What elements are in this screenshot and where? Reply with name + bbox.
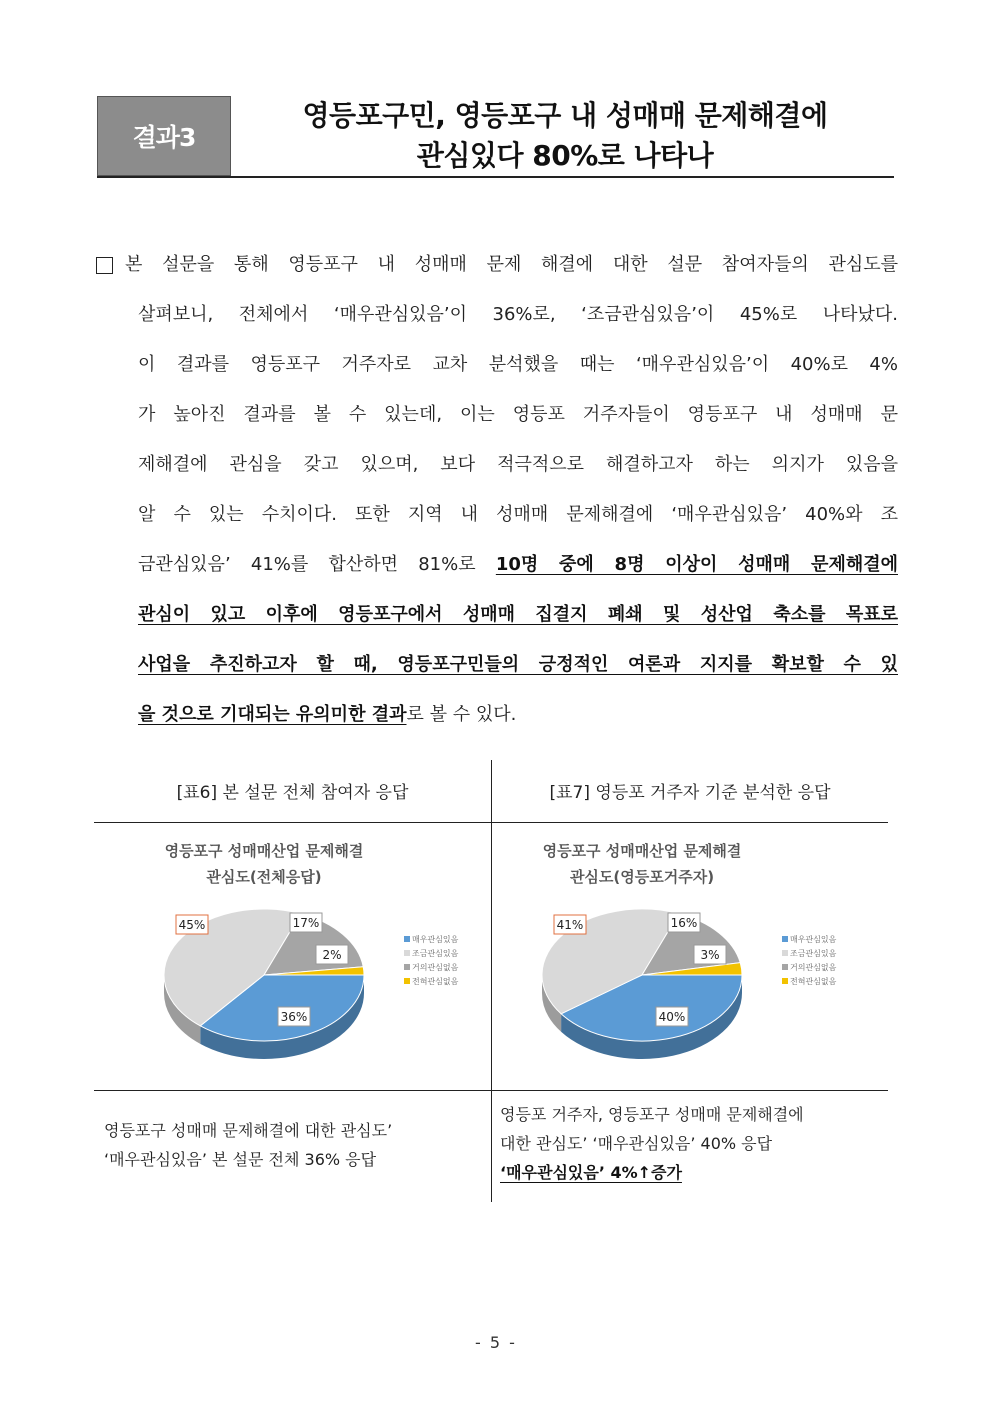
chart-title: 관심도(영등포거주자) xyxy=(569,868,715,886)
data-label xyxy=(316,945,348,964)
data-label xyxy=(668,913,700,932)
data-label-text: 40% xyxy=(658,1010,686,1024)
table-divider xyxy=(491,760,492,1202)
data-label-text: 3% xyxy=(700,948,720,962)
page-number: - 5 - xyxy=(475,1333,517,1352)
paragraph-line xyxy=(96,640,898,690)
pie-chart-residents xyxy=(532,830,872,1080)
legend-label: 매우관심있음 xyxy=(412,935,459,944)
emphasized-text: 사업을 추진하고자 할 때, 영등포구민들의 긍정적인 여론과 지지를 확보할 수 있 xyxy=(138,654,898,675)
paragraph-line: 제해결에 관심을 갖고 있으며, 보다 적극적으로 해결하고자 하는 의지가 있음을 xyxy=(138,454,898,475)
legend-label: 조금관심있음 xyxy=(412,949,459,958)
paragraph-text: 본 설문을 통해 영등포구 내 성매매 문제 해결에 대한 설문 참여자들의 관심도를 xyxy=(125,254,898,275)
table-caption-right: [표7] 영등포 거주자 기준 분석한 응답 xyxy=(549,783,831,803)
legend-label: 거의관심없음 xyxy=(790,963,837,972)
checkbox-bullet-icon xyxy=(96,257,113,274)
table-note-left xyxy=(104,1116,484,1174)
paragraph-line xyxy=(96,240,898,290)
title-line-1: 영등포구민, 영등포구 내 성매매 문제해결에 xyxy=(302,99,828,132)
legend-swatch xyxy=(404,964,410,970)
body-paragraph xyxy=(96,240,898,740)
result-badge: 결과3 xyxy=(97,96,231,176)
legend-swatch xyxy=(404,978,410,984)
data-label-text: 36% xyxy=(280,1010,308,1024)
legend-swatch xyxy=(782,964,788,970)
chart-title: 영등포구 성매매산업 문제해결 xyxy=(164,842,364,860)
data-label-text: 45% xyxy=(178,918,206,932)
table-rule xyxy=(94,822,888,823)
note-line: ‘매우관심있음’ 본 설문 전체 36% 응답 xyxy=(104,1150,377,1169)
legend-label: 거의관심없음 xyxy=(412,963,459,972)
emphasized-text: 관심이 있고 이후에 영등포구에서 성매매 집결지 폐쇄 및 성산업 축소를 목표로 xyxy=(138,604,898,625)
paragraph-text: 금관심있음’ 41%를 합산하면 81%로 xyxy=(138,554,496,575)
table-note-right xyxy=(500,1100,884,1187)
data-label-text: 17% xyxy=(292,916,320,930)
data-label-text: 41% xyxy=(556,918,584,932)
comparison-table xyxy=(94,760,888,1202)
paragraph-line xyxy=(96,690,898,740)
page-title xyxy=(245,96,885,176)
paragraph-line: 이 결과를 영등포구 거주자로 교차 분석했을 때는 ‘매우관심있음’이 40%로 4% xyxy=(138,354,898,375)
data-label-text: 2% xyxy=(322,948,342,962)
pie-chart-total xyxy=(154,830,484,1080)
table-caption-left: [표6] 본 설문 전체 참여자 응답 xyxy=(176,783,409,803)
legend-swatch xyxy=(404,950,410,956)
data-label xyxy=(694,945,726,964)
table-rule xyxy=(94,1090,888,1091)
paragraph-line: 살펴보니, 전체에서 ‘매우관심있음’이 36%로, ‘조금관심있음’이 45%로 나타났다. xyxy=(138,304,898,325)
legend-swatch xyxy=(782,936,788,942)
legend-label: 매우관심있음 xyxy=(790,935,837,944)
legend-label: 전혀관심없음 xyxy=(412,977,459,986)
legend-swatch xyxy=(782,950,788,956)
note-line: 영등포 거주자, 영등포구 성매매 문제해결에 xyxy=(500,1105,804,1124)
data-label xyxy=(176,915,208,934)
paragraph-line xyxy=(96,540,898,590)
emphasized-text: 을 것으로 기대되는 유의미한 결과 xyxy=(138,704,407,725)
legend-label: 조금관심있음 xyxy=(790,949,837,958)
paragraph-line: 알 수 있는 수치이다. 또한 지역 내 성매매 문제해결에 ‘매우관심있음’ 40%와 조 xyxy=(138,504,898,525)
title-line-2: 관심있다 80%로 나타나 xyxy=(416,139,714,172)
pie-chart-svg xyxy=(154,830,484,1080)
note-emphasis: ‘매우관심있음’ 4%↑증가 xyxy=(500,1163,682,1182)
data-label-text: 16% xyxy=(670,916,698,930)
emphasized-text: 10명 중에 8명 이상이 성매매 문제해결에 xyxy=(495,554,898,575)
paragraph-line: 가 높아진 결과를 볼 수 있는데, 이는 영등포 거주자들이 영등포구 내 성매매 문 xyxy=(138,404,898,425)
data-label xyxy=(278,1007,310,1026)
note-line: 영등포구 성매매 문제해결에 대한 관심도’ xyxy=(104,1121,393,1140)
pie-chart-svg xyxy=(532,830,872,1080)
legend-swatch xyxy=(782,978,788,984)
result-header xyxy=(97,96,894,178)
paragraph-line xyxy=(96,590,898,640)
data-label xyxy=(290,913,322,932)
chart-title: 영등포구 성매매산업 문제해결 xyxy=(542,842,742,860)
chart-title: 관심도(전체응답) xyxy=(206,868,322,886)
header-underline xyxy=(97,176,894,178)
data-label xyxy=(656,1007,688,1026)
note-line: 대한 관심도’ ‘매우관심있음’ 40% 응답 xyxy=(500,1134,773,1153)
legend-swatch xyxy=(404,936,410,942)
paragraph-text: 로 볼 수 있다. xyxy=(406,704,517,725)
legend-label: 전혀관심없음 xyxy=(790,977,837,986)
data-label xyxy=(554,915,586,934)
